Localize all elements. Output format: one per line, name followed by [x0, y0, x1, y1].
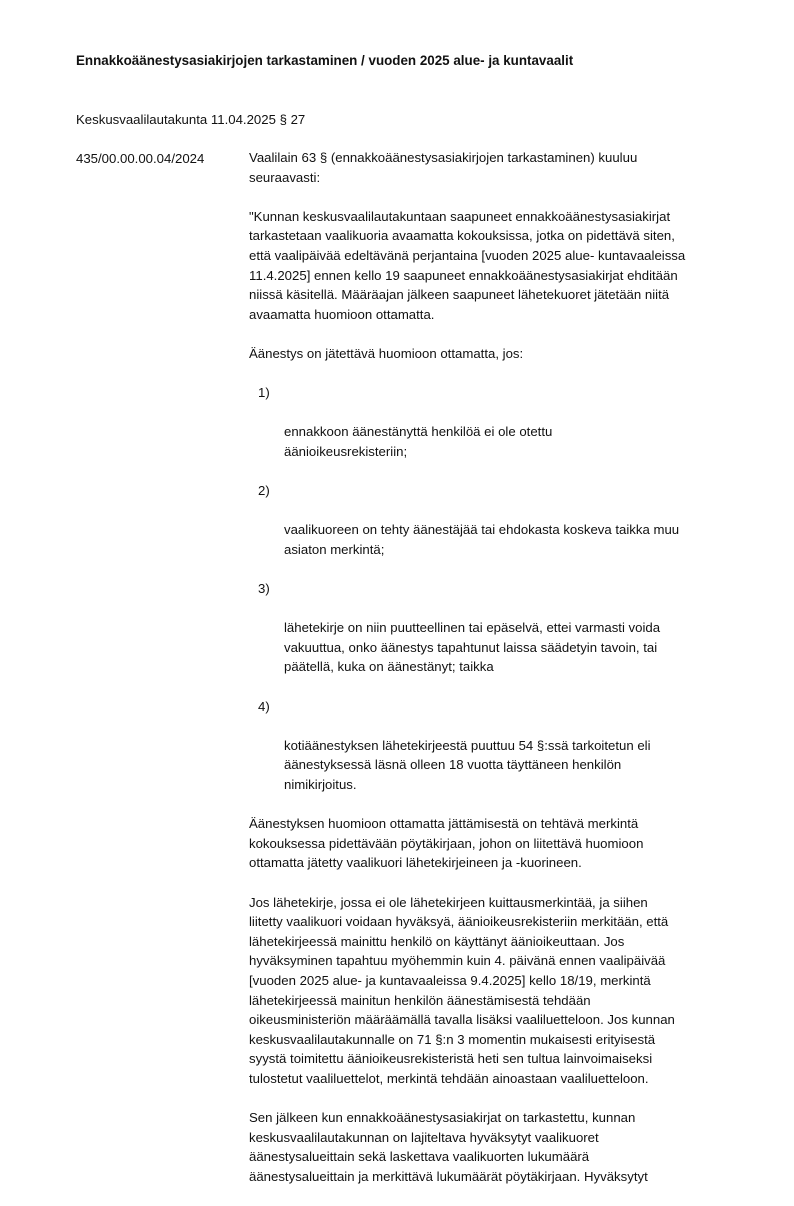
list-item [249, 579, 719, 677]
body-paragraph: Sen jälkeen kun ennakkoäänestysasiakirjat on tarkastettu, kunnan keskusvaalilautakunnan on lajiteltava hyväksytyt vaalikuoret äänestysalueittain sekä laskettava vaalikuorten lukumäärä äänestysalueittain ja merkittävä lukumäärät pöytäkirjaan. Hyväksytyt [249, 1110, 648, 1184]
quoted-law-paragraph: "Kunnan keskusvaalilautakuntaan saapuneet ennakkoäänestysasiakirjat tarkastetaan vaalikuoria avaamatta kokouksissa, jotka on pidettävä siten, että vaalipäivää edeltävänä perjantaina [vuoden 2025 alue- kuntavaaleissa 11.4.2025] ennen kello 19 saapuneet ennakkoäänestysasiakirjat ehditään niissä käsitellä. Määräajan jälkeen saapuneet lähetekuoret jätetään niitä avaamatta huomioon ottamatta. [249, 208, 686, 322]
list-lead-paragraph: Äänestys on jätettävä huomioon ottamatta, jos: [249, 345, 524, 361]
document-title: Ennakkoäänestysasiakirjojen tarkastaminen / vuoden 2025 alue- ja kuntavaalit [76, 53, 574, 68]
list-item-text: vaalikuoreen on tehty äänestäjää tai ehdokasta koskeva taikka muu asiaton merkintä; [284, 522, 680, 557]
list-item-number: 3) [258, 581, 270, 597]
intro-paragraph: Vaalilain 63 § (ennakkoäänestysasiakirjojen tarkastaminen) kuuluu seuraavasti: [249, 150, 638, 185]
list-item [249, 383, 719, 461]
list-item-number: 1) [258, 385, 270, 401]
meeting-line: Keskusvaalilautakunta 11.04.2025 § 27 [76, 111, 306, 127]
list-item-number: 2) [258, 483, 270, 499]
body-paragraph: Jos lähetekirje, jossa ei ole lähetekirjeen kuittausmerkintää, ja siihen liitetty vaalikuori voidaan hyväksyä, äänioikeusrekisteriin merkitään, että lähetekirjeessä mainittu henkilö on käyttänyt äänioikeuttaan. Jos hyväksyminen tapahtuu myöhemmin kuin 4. päivänä ennen vaalipäivää [vuoden 2025 alue- ja kuntavaaleissa 9.4.2025] kello 18/19, merkintä lähetekirjeessä mainitun henkilön äänestämisestä tehdään oikeusministeriön määräämällä tavalla lisäksi vaaliluetteloon. Jos kunnan keskusvaalilautakunnalle on 71 §:n 3 momentin mukaisesti erityisestä syystä toimitettu äänioikeusrekisteristä heti sen tultua lainvoimaiseksi tulostetut vaaliluettelot, merkintä tehdään ainoastaan vaaliluetteloon. [249, 894, 675, 1086]
list-item-text: kotiäänestyksen lähetekirjeestä puuttuu 54 §:ssä tarkoitetun eli äänestyksessä läsnä olleen 18 vuotta täyttäneen henkilön nimikirjoitus. [284, 737, 651, 792]
list-item [249, 697, 719, 795]
list-item-text: lähetekirje on niin puutteellinen tai epäselvä, ettei varmasti voida vakuuttua, onko äänestys tapahtunut laissa säädetyin tavoin, tai päätellä, kuka on äänestänyt; taikka [284, 620, 661, 675]
list-item-number: 4) [258, 698, 270, 714]
list-item [249, 481, 719, 559]
condition-list [249, 383, 719, 794]
body-paragraph: Äänestyksen huomioon ottamatta jättämisestä on tehtävä merkintä kokouksessa pidettävään pöytäkirjaan, johon on liitettävä huomioon ottamatta jätetty vaalikuori lähetekirjeineen ja -kuorineen. [249, 816, 644, 871]
document-body [249, 148, 719, 1206]
list-item-text: ennakkoon äänestänyttä henkilöä ei ole otettu äänioikeusrekisteriin; [284, 424, 553, 459]
case-number: 435/00.00.00.04/2024 [76, 150, 205, 166]
